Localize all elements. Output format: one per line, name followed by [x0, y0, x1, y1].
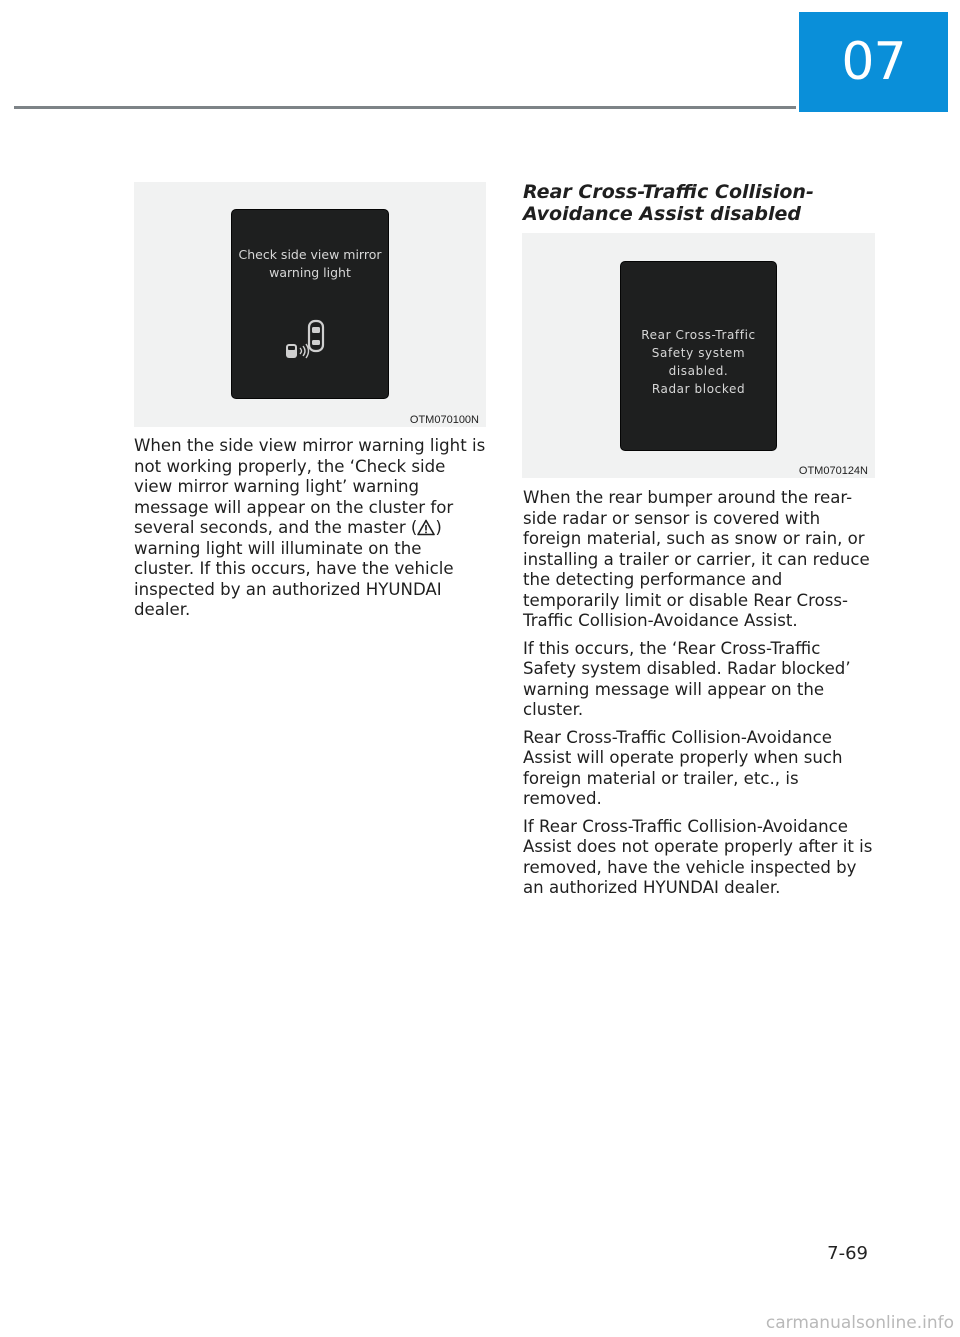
side-mirror-warning-icon: [282, 318, 342, 368]
chapter-number: 07: [841, 32, 906, 92]
master-warning-icon: [417, 519, 435, 536]
header-rule: [14, 106, 796, 109]
paragraph: If Rear Cross-Traffic Collision-Avoidance Assist does not operate properly after it is removed, have the vehicle inspected by an authorized HYUNDAI dealer.: [523, 816, 873, 897]
figure-rcca-disabled: [522, 233, 875, 478]
cluster-display: [231, 209, 389, 399]
figure-code: OTM070124N: [798, 465, 868, 477]
paragraph-text: When the side view mirror warning light is not working properly, the ‘Check side view mirror warning light’ warning message will appear on the cluster for several seconds, and the master (: [134, 436, 486, 537]
left-column-text: [134, 436, 486, 628]
page-number: 7-69: [827, 1243, 868, 1264]
figure-code: OTM070100N: [409, 414, 479, 426]
watermark: carmanualsonline.info: [765, 1313, 954, 1333]
section-title: Rear Cross-Traffic Collision- Avoidance Assist disabled: [523, 181, 814, 225]
cluster-message: Check side view mirror warning light: [238, 247, 382, 280]
cluster-message: Rear Cross-Traffic Safety system disabled. Radar blocked: [641, 328, 756, 396]
cluster-display: [620, 261, 777, 451]
paragraph: If this occurs, the ‘Rear Cross-Traffic Safety system disabled. Radar blocked’ warning message will appear on the cluster.: [523, 638, 851, 719]
paragraph: [134, 436, 486, 621]
figure-side-mirror-warning: [134, 182, 486, 427]
right-column-text: [523, 488, 873, 906]
chapter-tab: [799, 12, 948, 112]
paragraph: Rear Cross-Traffic Collision-Avoidance Assist will operate properly when such foreign material or trailer, etc., is removed.: [523, 727, 843, 808]
paragraph: When the rear bumper around the rear-side radar or sensor is covered with foreign material, such as snow or rain, or installing a trailer or carrier, it can reduce the detecting performance and temporarily limit or disable Rear Cross-Traffic Collision-Avoidance Assist.: [523, 488, 870, 630]
paragraph-text-continued: ) warning light will illuminate on the cluster. If this occurs, have the vehicle inspected by an authorized HYUNDAI dealer.: [134, 518, 454, 619]
